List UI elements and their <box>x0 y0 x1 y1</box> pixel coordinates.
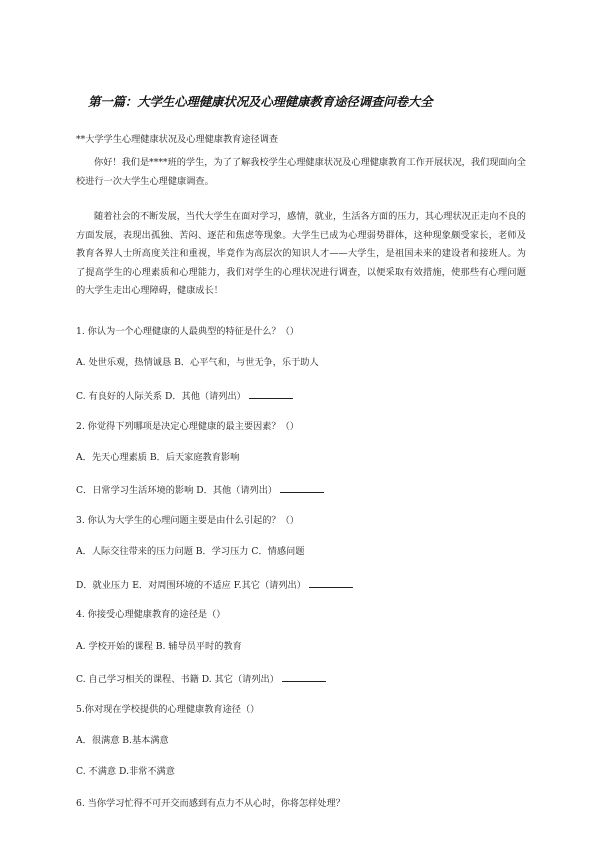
answer-blank[interactable] <box>280 483 324 493</box>
question-2: 2. 你觉得下列哪项是决定心理健康的最主要因素？（） <box>76 421 299 432</box>
question-3: 3. 你认为大学生的心理问题主要是由什么引起的？（） <box>76 515 299 526</box>
question-5: 5.你对现在学校提供的心理健康教育途径（） <box>76 704 260 715</box>
answer-blank[interactable] <box>309 578 353 588</box>
answer-blank[interactable] <box>282 672 326 682</box>
question-4-options-c-d: C. 自己学习相关的课程、书籍 D. 其它（请列出） <box>76 672 326 686</box>
question-2-options-a-b: A．先天心理素质 B．后天家庭教育影响 <box>76 452 240 463</box>
survey-subtitle: **大学学生心理健康状况及心理健康教育途径调查 <box>76 134 279 145</box>
question-1-options-a-b: A. 处世乐观，热情诚恳 B．心平气和，与世无争，乐于助人 <box>76 357 319 368</box>
question-3-options-d-f: D．就业压力 E．对周围环境的不适应 F.其它（请列出） <box>76 578 353 592</box>
question-4-options-a-b: A. 学校开始的课程 B. 辅导员平时的教育 <box>76 641 242 652</box>
question-2-options-c-d: C．日常学习生活环境的影响 D．其他（请列出） <box>76 483 324 497</box>
question-5-options-a-b: A．很满意 B.基本满意 <box>76 735 169 746</box>
question-5-options-c-d: C. 不满意 D.非常不满意 <box>76 766 175 777</box>
question-3-options-a-c: A．人际交往带来的压力问题 B．学习压力 C．情感问题 <box>76 546 305 557</box>
question-1-options-c-d: C. 有良好的人际关系 D．其他（请列出） <box>76 389 293 403</box>
question-6: 6. 当你学习忙得不可开交而感到有点力不从心时，你将怎样处理？ <box>76 798 345 809</box>
answer-blank[interactable] <box>249 389 293 399</box>
intro-paragraph-2: 随着社会的不断发展，当代大学生在面对学习，感情，就业，生活各方面的压力，其心理状况正走向不良的方面发展，表现出孤独、苦闷、逐茫和焦虑等现象。大学生已成为心理弱势群体，这种现象颇受家长，老师及教育各界人士所高度关注和重视，毕竟作为高层次的知识人才——大学生，是祖国未来的建设者和接班人。为了提高学生的心理素质和心理能力，我们对学生的心理状况进行调查，以便采取有效措施，使那些有心理问题的大学生走出心理障碍，健康成长！ <box>76 211 526 296</box>
question-4: 4. 你接受心理健康教育的途径是（） <box>76 609 226 620</box>
question-1: 1. 你认为一个心理健康的人最典型的特征是什么？（） <box>76 326 299 337</box>
document-title: 第一篇：大学生心理健康状况及心理健康教育途径调查问卷大全 <box>88 94 433 109</box>
intro-paragraph-1: 你好！我们是****班的学生，为了了解我校学生心理健康状况及心理健康教育工作开展状况，我们现面向全校进行一次大学生心理健康调查。 <box>76 157 526 187</box>
